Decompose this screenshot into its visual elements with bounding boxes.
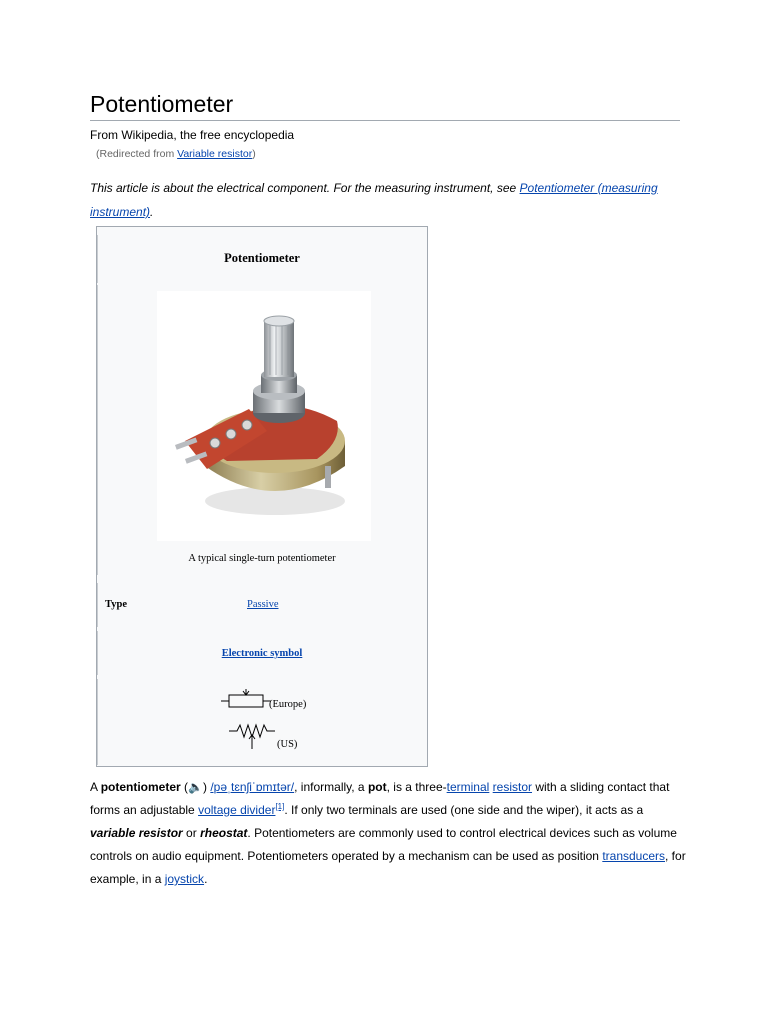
intro-paragraph	[90, 776, 690, 891]
bold-pot: pot	[367, 780, 387, 794]
joystick-link[interactable]: joystick	[164, 872, 205, 886]
bold-rheostat: rheostat	[200, 826, 248, 840]
potentiometer-image[interactable]	[157, 291, 371, 541]
hatnote-end: .	[150, 205, 154, 219]
text-run: or	[182, 826, 201, 840]
text-run: .	[204, 872, 208, 886]
terminal-link[interactable]: terminal	[446, 780, 490, 794]
text-run: A	[90, 780, 101, 794]
text-run: (	[180, 780, 189, 794]
hatnote-link[interactable]: Potentiometer (measuring instrument)	[90, 181, 658, 219]
infobox	[96, 226, 428, 767]
us-symbol-icon	[229, 721, 277, 751]
text-run: )	[203, 780, 207, 794]
redirect-note	[96, 148, 256, 160]
text-run: . Potentiometers are commonly used to control electrical devices such as volume controls on audio equipment. Potentiometers operated by a mechanism can be used as position	[90, 826, 677, 863]
bold-variable-resistor: variable resistor	[90, 826, 183, 840]
electronic-symbol-link[interactable]: Electronic symbol	[221, 648, 303, 659]
infobox-type-link[interactable]: Passive	[247, 599, 279, 610]
us-label: (US)	[277, 739, 298, 750]
potentiometer-illustration	[157, 291, 371, 541]
ipa-link[interactable]: /pəˌtɛnʃiˈɒmɪtər/	[210, 780, 295, 794]
infobox-symbol-heading	[97, 648, 427, 659]
voltage-divider-link[interactable]: voltage divider	[198, 803, 276, 817]
text-run: , is a three-	[386, 780, 447, 794]
infobox-type-label: Type	[105, 599, 127, 610]
hatnote	[90, 176, 680, 224]
resistor-link[interactable]: resistor	[492, 780, 533, 794]
text-run: with a sliding contact that forms an adjustable	[90, 780, 670, 817]
page-title: Potentiometer	[90, 90, 680, 121]
bold-potentiometer: potentiometer	[100, 780, 181, 794]
text-run: , for example, in a	[90, 849, 686, 886]
europe-symbol-icon	[221, 689, 271, 715]
infobox-title: Potentiometer	[224, 251, 300, 265]
transducers-link[interactable]: transducers	[602, 849, 666, 863]
speaker-icon[interactable]: 🔈	[188, 780, 203, 794]
redirect-suffix: )	[252, 148, 256, 160]
site-tagline: From Wikipedia, the free encyclopedia	[90, 128, 295, 142]
hatnote-text: This article is about the electrical component. For the measuring instrument, see	[90, 181, 520, 195]
text-run: , informally, a	[294, 780, 368, 794]
europe-label: (Europe)	[269, 699, 307, 710]
redirect-link[interactable]: Variable resistor	[177, 148, 253, 160]
infobox-caption: A typical single-turn potentiometer	[188, 553, 336, 564]
redirect-prefix: (Redirected from	[96, 148, 178, 160]
reference-link[interactable]: [1]	[275, 802, 285, 811]
text-run: . If only two terminals are used (one side and the wiper), it acts as a	[284, 803, 644, 817]
